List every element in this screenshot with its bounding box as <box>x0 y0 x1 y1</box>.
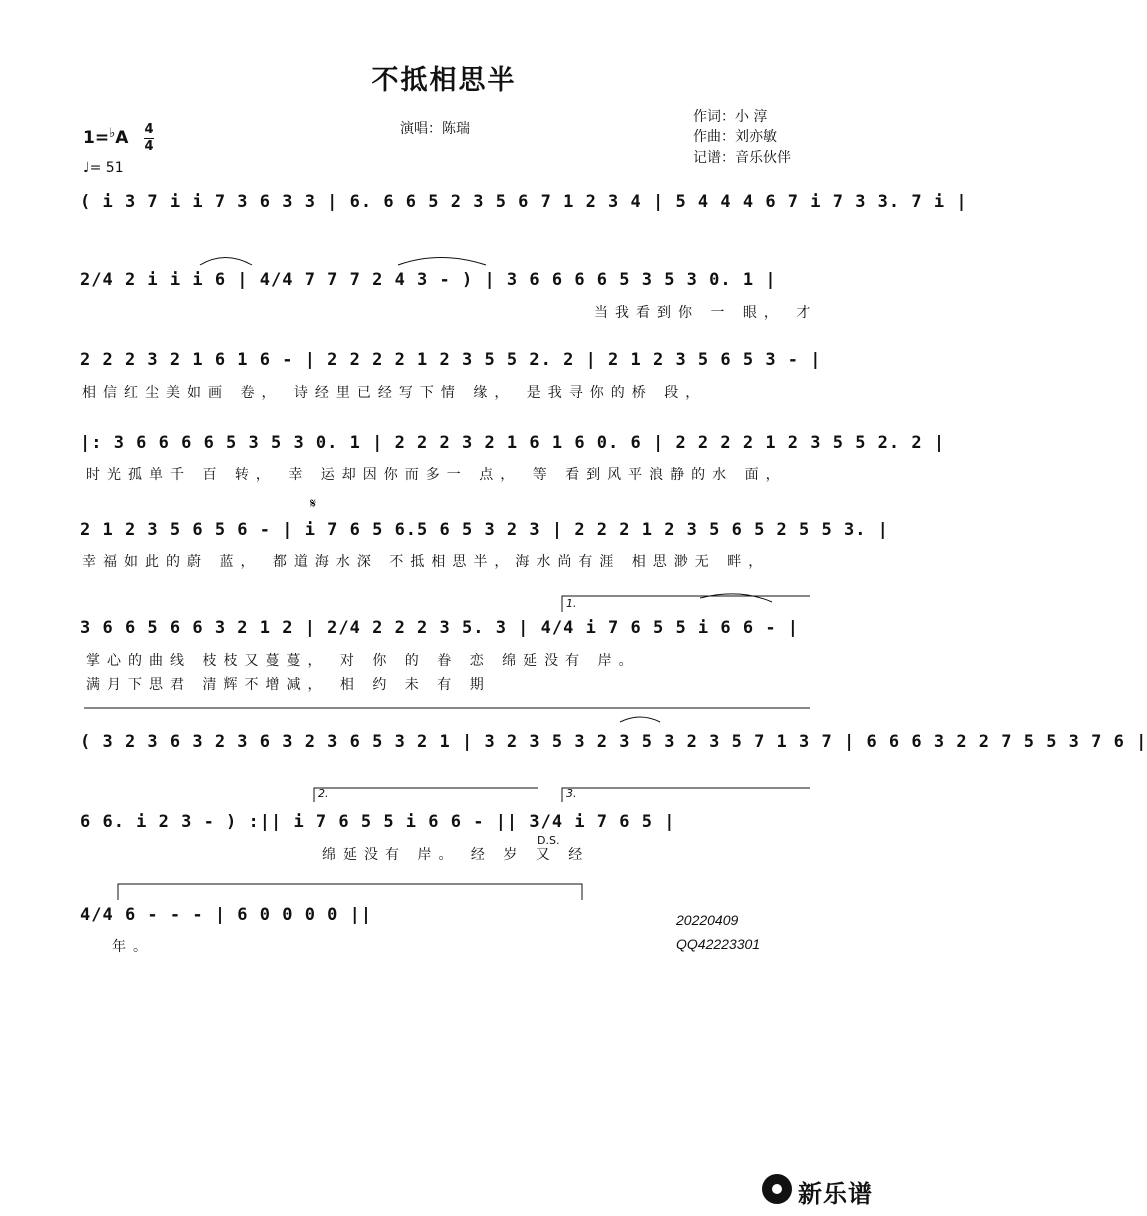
key-prefix: 1= <box>83 128 110 148</box>
composer-credit: 作曲：刘亦敏 <box>693 129 777 145</box>
slur <box>700 594 772 602</box>
lyricist-credit: 作词：小 淳 <box>693 109 768 125</box>
lyric-row-2: 当我看到你 一 眼， 才 <box>594 305 818 321</box>
record-disc-icon <box>762 1174 792 1204</box>
tempo-marking: ♩= 51 <box>83 160 124 176</box>
singer-credit: 演唱：陈瑞 <box>400 121 470 137</box>
qq-stamp: QQ42223301 <box>676 936 761 952</box>
volta-1-label: 1. <box>566 597 577 610</box>
notation-row-8: 6 6. i 2 3 - ) :|| i 7 6 5 5 i 6 6 - || 3/4 i 7 6 5 | <box>80 812 676 832</box>
notation-row-7: ( 3 2 3 6 3 2 3 6 3 2 3 6 5 3 2 1 | 3 2 3 5 3 2 3 5 3 2 3 5 7 1 3 7 | 6 6 6 3 2 2 7 5 5 3 7 6 | <box>80 732 1147 752</box>
lyric-row-5: 幸福如此的蔚 蓝， 都道海水深 不抵相思半，海水尚有涯 相思渺无 畔， <box>82 554 770 570</box>
transcriber-credit: 记谱：音乐伙伴 <box>693 150 791 166</box>
volta-3-label: 3. <box>566 787 577 800</box>
notation-row-2: 2/4 2 i i i 6 | 4/4 7 7 7 2 4 3 - ) | 3 6 6 6 6 5 3 5 3 0. 1 | <box>80 270 777 290</box>
time-signature-top: 4 <box>144 122 154 137</box>
notation-row-1: ( i 3 7 i i 7 3 6 3 3 | 6. 6 6 5 2 3 5 6 7 1 2 3 4 | 5 4 4 4 6 7 i 7 3 3. 7 i | <box>80 192 968 212</box>
volta-2-bracket <box>314 788 538 802</box>
dal-segno-mark: D.S. <box>537 834 560 847</box>
segno-sign: 𝄋 <box>310 496 317 512</box>
slur <box>200 258 252 266</box>
notation-row-6: 3 6 6 5 6 6 3 2 1 2 | 2/4 2 2 2 3 5. 3 | 4/4 i 7 6 5 5 i 6 6 - | <box>80 618 800 638</box>
date-stamp: 20220409 <box>676 912 739 928</box>
slur <box>398 258 486 266</box>
lyric-row-4: 时光孤单千 百 转， 幸 运却因你而多一 点， 等 看到风平浪静的水 面， <box>86 467 787 483</box>
lyric-row-8: 绵延没有 岸。 经 岁 又 经 <box>322 847 590 863</box>
site-logo <box>762 1172 882 1208</box>
song-title: 不抵相思半 <box>371 65 517 96</box>
flat-sign: ♭ <box>109 126 116 141</box>
lyric-row-6b: 满月下思君 清辉不增减， 相 约 未 有 期 <box>86 677 491 693</box>
notation-row-4: |: 3 6 6 6 6 5 3 5 3 0. 1 | 2 2 2 3 2 1 6 1 6 0. 6 | 2 2 2 2 1 2 3 5 5 2. 2 | <box>80 433 946 453</box>
slur <box>620 717 660 722</box>
lyric-row-6: 掌心的曲线 枝枝又蔓蔓， 对 你 的 眷 恋 绵延没有 岸。 <box>86 653 640 669</box>
lyric-row-3: 相信红尘美如画 卷， 诗经里已经写下情 缘， 是我寻你的桥 段， <box>82 385 707 401</box>
key-note: A <box>115 128 129 148</box>
notation-row-5: 2 1 2 3 5 6 5 6 - | i 7 6 5 6.5 6 5 3 2 3 | 2 2 2 1 2 3 5 6 5 2 5 5 3. | <box>80 520 889 540</box>
lyric-row-9: 年。 <box>112 939 154 955</box>
final-tie-bracket <box>118 884 582 900</box>
logo-text: 新乐谱 <box>798 1180 873 1208</box>
volta-3-bracket <box>562 788 810 802</box>
volta-1-bracket <box>562 596 810 612</box>
notation-row-3: 2 2 2 3 2 1 6 1 6 - | 2 2 2 2 1 2 3 5 5 2. 2 | 2 1 2 3 5 6 5 3 - | <box>80 350 822 370</box>
volta-2-label: 2. <box>318 787 329 800</box>
time-signature-bottom: 4 <box>144 139 154 154</box>
notation-row-9: 4/4 6 - - - | 6 0 0 0 0 || <box>80 905 373 925</box>
